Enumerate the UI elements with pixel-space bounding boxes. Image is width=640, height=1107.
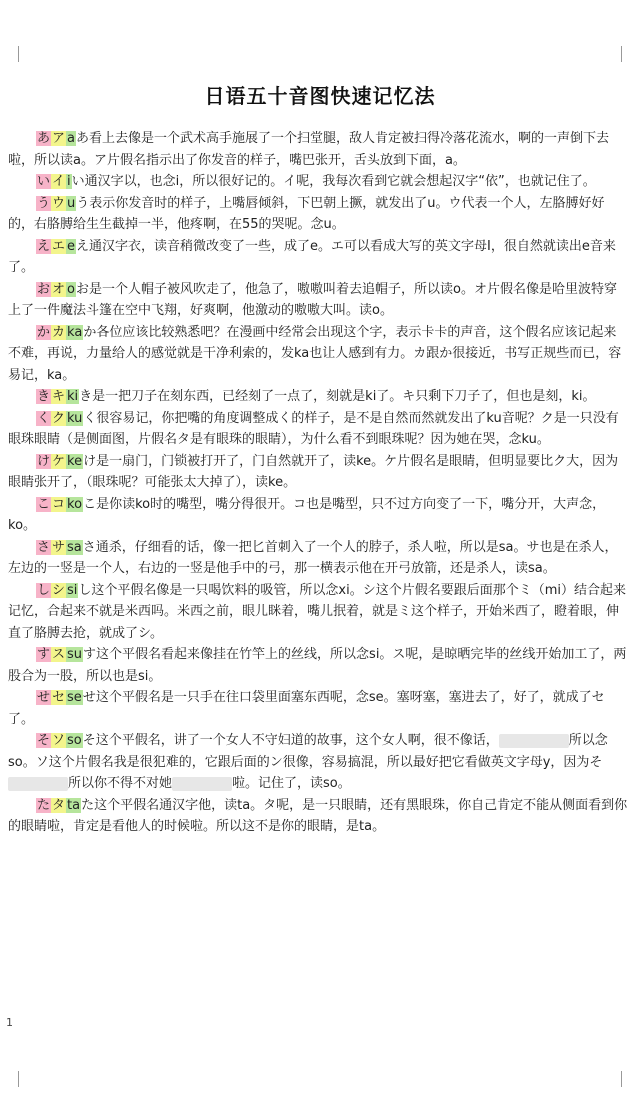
entry-text: た这个平假名通汉字他，读ta。タ呢，是一只眼睛，还有黑眼珠，你自己肯定不能从侧面看到你的眼睛啦，肯定是看他人的时候啦。所以这不是你的眼睛，是ta。: [8, 797, 628, 834]
entry-paragraph: [8, 279, 628, 322]
hiragana-label: せ: [37, 690, 51, 705]
entry-paragraph: [8, 171, 628, 193]
crop-mark-top-right: [621, 46, 636, 62]
katakana-label: ソ: [52, 733, 66, 748]
romaji-label: e: [67, 238, 76, 254]
entry-paragraph: [8, 128, 628, 171]
katakana-label: ケ: [52, 453, 66, 469]
entry-paragraph: [8, 236, 628, 279]
entry-text: し这个平假名像是一只喝饮料的吸管，所以念xi。シ这个片假名要跟后面那个ミ（mi）结合起来记忆，合起来不就是米西吗。米西之前，眼儿眯着，嘴儿抿着，就是ミ这个样子，开始米西了，瞪着眼，伸直了胳膊去抢，就成了シ。: [8, 582, 627, 641]
katakana-label: キ: [52, 389, 66, 404]
romaji-label: sa: [67, 539, 82, 555]
entry-text: そ这个平假名，讲了一个女人不守妇道的故事，这个女人啊，很不像话，: [82, 733, 499, 748]
crop-mark-top-left: [4, 46, 19, 62]
romaji-label: ta: [67, 797, 81, 813]
hiragana-label: あ: [37, 131, 51, 146]
entry-text: え通汉字衣，读音稍微改变了一些，成了e。エ可以看成大写的英文字母I，很自然就读出e音来了。: [8, 238, 616, 275]
page-number: 1: [6, 1016, 13, 1029]
entry-text: あ看上去像是一个武术高手施展了一个扫堂腿，敌人肯定被扫得冷落花流水，啊的一声倒下去啦，所以读a。ア片假名指示出了你发音的样子，嘴巴张开，舌头放到下面，a。: [8, 131, 610, 168]
entry-text: か各位应该比较熟悉吧？在漫画中经常会出现这个字，表示卡卡的声音，这个假名应该记起来不难，再说，力量给人的感觉就是干净利索的，发ka也让人感到有力。カ跟か很接近，书写正规些而已，容易记，ka。: [8, 324, 622, 383]
entry-paragraph: [8, 451, 628, 494]
entry-text: い通汉字以，也念i，所以很好记的。イ呢，我每次看到它就会想起汉字“依”，也就记住了。: [71, 174, 596, 189]
entry-paragraph: [8, 322, 628, 387]
katakana-label: カ: [52, 324, 66, 340]
entry-paragraph: [8, 537, 628, 580]
romaji-label: si: [67, 582, 78, 598]
entry-text: く很容易记，你把嘴的角度调整成く的样子，是不是自然而然就发出了ku音呢？ク是一只没有眼珠眼睛（是侧面图，片假名タ是有眼珠的眼睛），为什么看不到眼珠呢？因为她在哭，念ku。: [8, 410, 619, 447]
entry-text: お是一个人帽子被风吹走了，他急了，嗷嗷叫着去追帽子，所以读o。オ片假名像是哈里波特穿上了一件魔法斗篷在空中飞翔，好爽啊，他激动的嗷嗷大叫。读o。: [8, 281, 617, 318]
entry-paragraph: [8, 193, 628, 236]
hiragana-label: す: [37, 647, 51, 662]
katakana-label: ウ: [52, 195, 66, 211]
romaji-label: ko: [67, 496, 83, 512]
entry-paragraph: [8, 386, 628, 408]
redacted-text: [499, 734, 569, 748]
hiragana-label: う: [37, 195, 51, 211]
katakana-label: エ: [52, 238, 66, 254]
entry-text: 所以你不得不对她: [68, 776, 173, 791]
entry-text: せ这个平假名是一只手在往口袋里面塞东西呢，念se。塞呀塞，塞进去了，好了，就成了セ了。: [8, 690, 605, 727]
katakana-label: ス: [52, 647, 66, 662]
entry-list: [8, 128, 628, 838]
katakana-label: サ: [52, 539, 66, 555]
entry-paragraph: [8, 494, 628, 537]
romaji-label: se: [67, 690, 82, 705]
romaji-label: ke: [67, 453, 83, 469]
katakana-label: シ: [52, 582, 66, 598]
katakana-label: オ: [52, 281, 66, 297]
redacted-text: [8, 777, 68, 791]
katakana-label: セ: [52, 690, 66, 705]
hiragana-label: く: [37, 410, 51, 426]
katakana-label: ク: [52, 410, 66, 426]
katakana-label: タ: [52, 797, 66, 813]
romaji-label: su: [67, 647, 83, 662]
entry-paragraph: [8, 580, 628, 645]
crop-mark-bottom-right: [621, 1071, 636, 1087]
romaji-label: ku: [67, 410, 83, 426]
crop-mark-bottom-left: [4, 1071, 19, 1087]
romaji-label: o: [67, 281, 75, 297]
hiragana-label: そ: [37, 733, 51, 748]
entry-text: き是一把刀子在刻东西，已经刻了一点了，刻就是ki了。キ只剩下刀子了，但也是刻，ki。: [79, 389, 596, 404]
entry-paragraph: [8, 795, 628, 838]
hiragana-label: き: [37, 389, 51, 404]
katakana-label: イ: [52, 174, 66, 189]
romaji-label: u: [67, 195, 76, 211]
hiragana-label: こ: [37, 496, 51, 512]
hiragana-label: し: [37, 582, 51, 598]
entry-text: 所以念so。ソ这个片假名我是很犯难的，它跟后面的ン很像，容易搞混，所以最好把它看做英文字母y，因为そ: [8, 733, 608, 770]
redacted-text: [172, 777, 232, 791]
entry-text: う表示你发音时的样子，上嘴唇倾斜，下巴朝上撅，就发出了u。ウ代表一个人，左胳膊好好的，右胳膊给生生截掉一半，他疼啊，在55的哭呢。念u。: [8, 195, 605, 232]
hiragana-label: け: [37, 453, 51, 469]
hiragana-label: か: [37, 324, 51, 340]
katakana-label: ア: [52, 131, 66, 146]
hiragana-label: い: [37, 174, 51, 189]
romaji-label: ki: [67, 389, 79, 404]
romaji-label: ka: [67, 324, 83, 340]
entry-text: こ是你读ko时的嘴型，嘴分得很开。コ也是嘴型，只不过方向变了一下，嘴分开，大声念，ko。: [8, 496, 606, 533]
entry-text: 啦。记住了，读so。: [232, 776, 351, 791]
entry-text: す这个平假名看起来像挂在竹竿上的丝线，所以念si。ス呢，是晾晒完毕的丝线开始加工了，两股合为一股，所以也是si。: [8, 647, 627, 684]
entry-paragraph: [8, 644, 628, 687]
romaji-label: so: [67, 733, 82, 748]
hiragana-label: た: [37, 797, 51, 813]
entry-paragraph: [8, 730, 628, 795]
hiragana-label: お: [37, 281, 51, 297]
katakana-label: コ: [52, 496, 66, 512]
entry-paragraph: [8, 408, 628, 451]
entry-paragraph: [8, 687, 628, 730]
romaji-label: i: [67, 174, 71, 189]
hiragana-label: さ: [37, 539, 51, 555]
hiragana-label: え: [37, 238, 51, 254]
romaji-label: a: [67, 131, 75, 146]
entry-text: さ通杀，仔细看的话，像一把匕首刺入了一个人的脖子，杀人啦，所以是sa。サ也是在杀人，左边的一竖是一个人，右边的一竖是他手中的弓，那一横表示他在开弓放箭，还是杀人，读sa。: [8, 539, 618, 576]
page-title: 日语五十音图快速记忆法: [204, 84, 436, 108]
entry-text: け是一扇门，门锁被打开了，门自然就开了，读ke。ケ片假名是眼睛，但明显要比ク大，因为眼睛张开了，（眼珠呢？可能张太大掉了），读ke。: [8, 453, 619, 490]
